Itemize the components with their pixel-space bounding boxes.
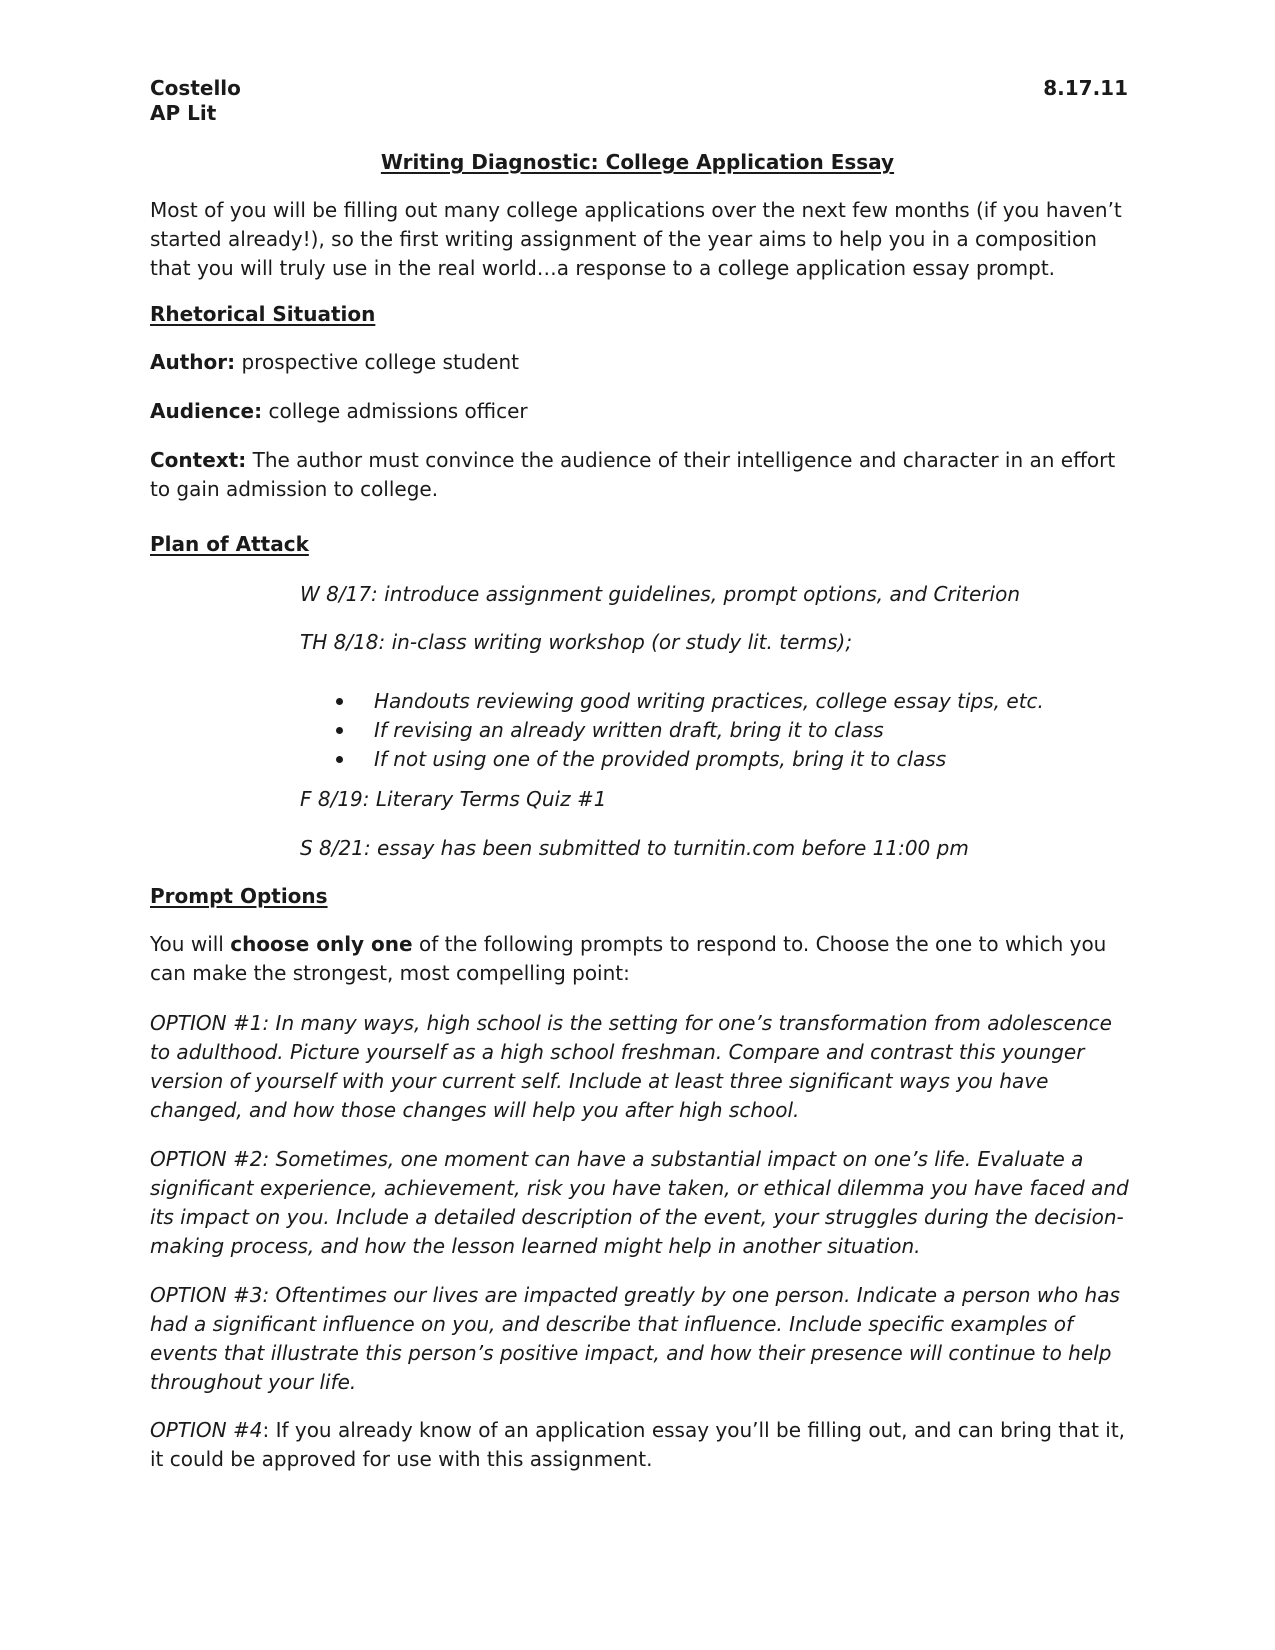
audience-line <box>150 397 1130 426</box>
option-4-label: OPTION #4 <box>150 1418 263 1442</box>
audience-value: college admissions officer <box>262 399 528 423</box>
bullet-icon <box>336 727 343 734</box>
plan-saturday: S 8/21: essay has been submitted to turnitin.com before 11:00 pm <box>300 836 969 860</box>
list-item-text: Handouts reviewing good writing practices, college essay tips, etc. <box>374 689 1044 713</box>
author-value: prospective college student <box>235 350 519 374</box>
option-1: OPTION #1: In many ways, high school is the setting for one’s transformation from adolescence to adulthood. Picture yourself as a high school freshman. Compare and contrast this younger version of yourself with your current self. Include at least three significant ways you have changed, and how those changes will help you after high school. <box>150 1011 1112 1122</box>
context-value: The author must convince the audience of their intelligence and character in an effort to gain admission to college. <box>150 448 1116 501</box>
audience-label: Audience: <box>150 399 263 423</box>
prompts-intro-bold: choose only one <box>230 932 413 956</box>
option-2: OPTION #2: Sometimes, one moment can have a substantial impact on one’s life. Evaluate a significant experience, achievement, risk you have taken, or ethical dilemma you have faced and its impact on you. Include a detailed description of the event, your struggles during the decision-making process, and how the lesson learned might help in another situation. <box>150 1147 1129 1258</box>
author-line <box>150 348 1130 377</box>
option-4-text: : If you already know of an application essay you’ll be filling out, and can bring that it, it could be approved for use with this assignment. <box>150 1418 1126 1471</box>
plan-friday: F 8/19: Literary Terms Quiz #1 <box>300 787 607 811</box>
header-date: 8.17.11 <box>1043 76 1128 100</box>
plan-heading: Plan of Attack <box>150 532 309 556</box>
option-3: OPTION #3: Oftentimes our lives are impacted greatly by one person. Indicate a person who has had a significant influence on you, and describe that influence. Include specific examples of events that illustrate this person’s positive impact, and how their presence will continue to help throughout your life. <box>150 1283 1120 1394</box>
context-label: Context: <box>150 448 247 472</box>
rhetorical-heading: Rhetorical Situation <box>150 302 376 326</box>
list-item-text: If revising an already written draft, bring it to class <box>374 718 884 742</box>
context-line <box>150 446 1130 504</box>
header-course: AP Lit <box>150 101 217 125</box>
prompts-intro-pre: You will <box>150 932 231 956</box>
option-4 <box>150 1416 1130 1474</box>
intro-paragraph: Most of you will be filling out many college applications over the next few months (if you haven’t started already!), so the first writing assignment of the year aims to help you in a composition that you will truly use in the real world…a response to a college application essay prompt. <box>150 198 1122 280</box>
prompts-intro <box>150 930 1130 988</box>
bullet-icon <box>336 756 343 763</box>
prompts-heading: Prompt Options <box>150 884 328 908</box>
prompts-intro-post: of the following prompts to respond to. Choose the one to which you can make the strongest, most compelling point: <box>150 932 1107 985</box>
document-title: Writing Diagnostic: College Application Essay <box>380 150 895 174</box>
bullet-icon <box>336 698 343 705</box>
header-author: Costello <box>150 76 241 100</box>
list-item <box>300 687 1130 716</box>
list-item <box>300 745 1130 774</box>
plan-thursday-list <box>300 687 1130 774</box>
author-label: Author: <box>150 350 236 374</box>
plan-wednesday: W 8/17: introduce assignment guidelines, prompt options, and Criterion <box>300 582 1021 606</box>
list-item-text: If not using one of the provided prompts, bring it to class <box>374 747 947 771</box>
list-item <box>300 716 1130 745</box>
plan-thursday: TH 8/18: in-class writing workshop (or study lit. terms); <box>300 630 853 654</box>
